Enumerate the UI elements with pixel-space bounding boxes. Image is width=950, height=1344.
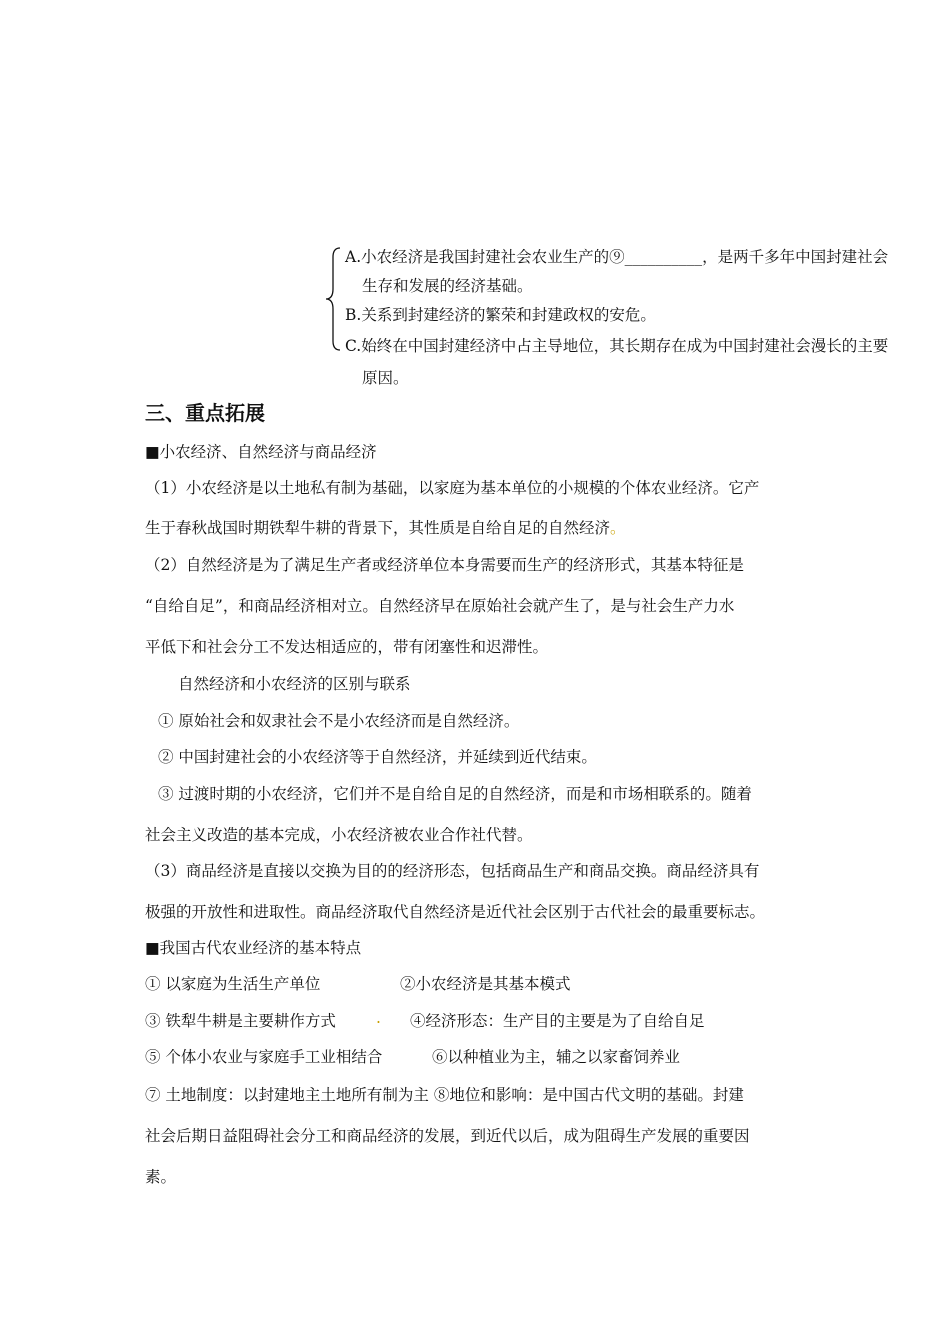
block2-heading: ■我国古代农业经济的基本特点 [145,939,362,957]
feature-2: ②小农经济是其基本模式 [400,975,571,993]
feature-1: ① 以家庭为生活生产单位 [145,975,321,993]
sub-heading: 自然经济和小农经济的区别与联系 [178,675,411,693]
paragraph-1-line1: （1）小农经济是以土地私有制为基础，以家庭为基本单位的小规模的个体农业经济。它产 [145,479,760,497]
paragraph-3-line1: （3）商品经济是直接以交换为目的的经济形态，包括商品生产和商品交换。商品经济具有 [145,862,760,880]
feature-7-line1: ⑦ 土地制度：以封建地主土地所有制为主 ⑧地位和影响：是中国古代文明的基础。封建 [145,1086,744,1104]
list-item-1: ① 原始社会和奴隶社会不是小农经济而是自然经济。 [158,712,520,730]
paragraph-1-period: 。 [610,519,626,537]
feature-3-mark: . [376,1009,381,1027]
brace-item-a-cont: 生存和发展的经济基础。 [362,277,533,295]
feature-6: ⑥以种植业为主，辅之以家畜饲养业 [432,1048,681,1066]
paragraph-2-line3: 平低下和社会分工不发达相适应的，带有闭塞性和迟滞性。 [145,638,549,656]
list-item-2: ② 中国封建社会的小农经济等于自然经济，并延续到近代结束。 [158,748,597,766]
paragraph-2-line2: “自给自足”，和商品经济相对立。自然经济早在原始社会就产生了，是与社会生产力水 [145,597,735,615]
paragraph-1-text: 生于春秋战国时期铁犁牛耕的背景下，其性质是自给自足的自然经济 [145,519,611,537]
feature-5: ⑤ 个体小农业与家庭手工业相结合 [145,1048,383,1066]
brace-item-a: A.小农经济是我国封建社会农业生产的⑨__________，是两千多年中国封建社会 [345,248,889,266]
paragraph-3-line2: 极强的开放性和进取性。商品经济取代自然经济是近代社会区别于古代社会的最重要标志。 [145,903,766,921]
brace-item-c-cont: 原因。 [362,369,409,387]
feature-3: ③ 铁犁牛耕是主要耕作方式 [145,1012,336,1030]
paragraph-2-line1: （2）自然经济是为了满足生产者或经济单位本身需要而生产的经济形式，其基本特征是 [145,556,744,574]
feature-4: ④经济形态：生产目的主要是为了自给自足 [410,1012,705,1030]
brace-item-b: B.关系到封建经济的繁荣和封建政权的安危。 [345,306,656,324]
feature-7-line3: 素。 [145,1168,177,1186]
list-item-3-line2: 社会主义改造的基本完成，小农经济被农业合作社代替。 [145,826,533,844]
curly-brace-icon [325,247,341,351]
brace-item-c: C.始终在中国封建经济中占主导地位，其长期存在成为中国封建社会漫长的主要 [345,337,889,355]
list-item-3-line1: ③ 过渡时期的小农经济，它们并不是自给自足的自然经济，而是和市场相联系的。随着 [158,785,752,803]
section-title: 三、重点拓展 [145,401,265,425]
paragraph-1-line2 [145,516,626,538]
block1-heading: ■小农经济、自然经济与商品经济 [145,443,377,461]
feature-7-line2: 社会后期日益阻碍社会分工和商品经济的发展，到近代以后，成为阻碍生产发展的重要因 [145,1127,750,1145]
